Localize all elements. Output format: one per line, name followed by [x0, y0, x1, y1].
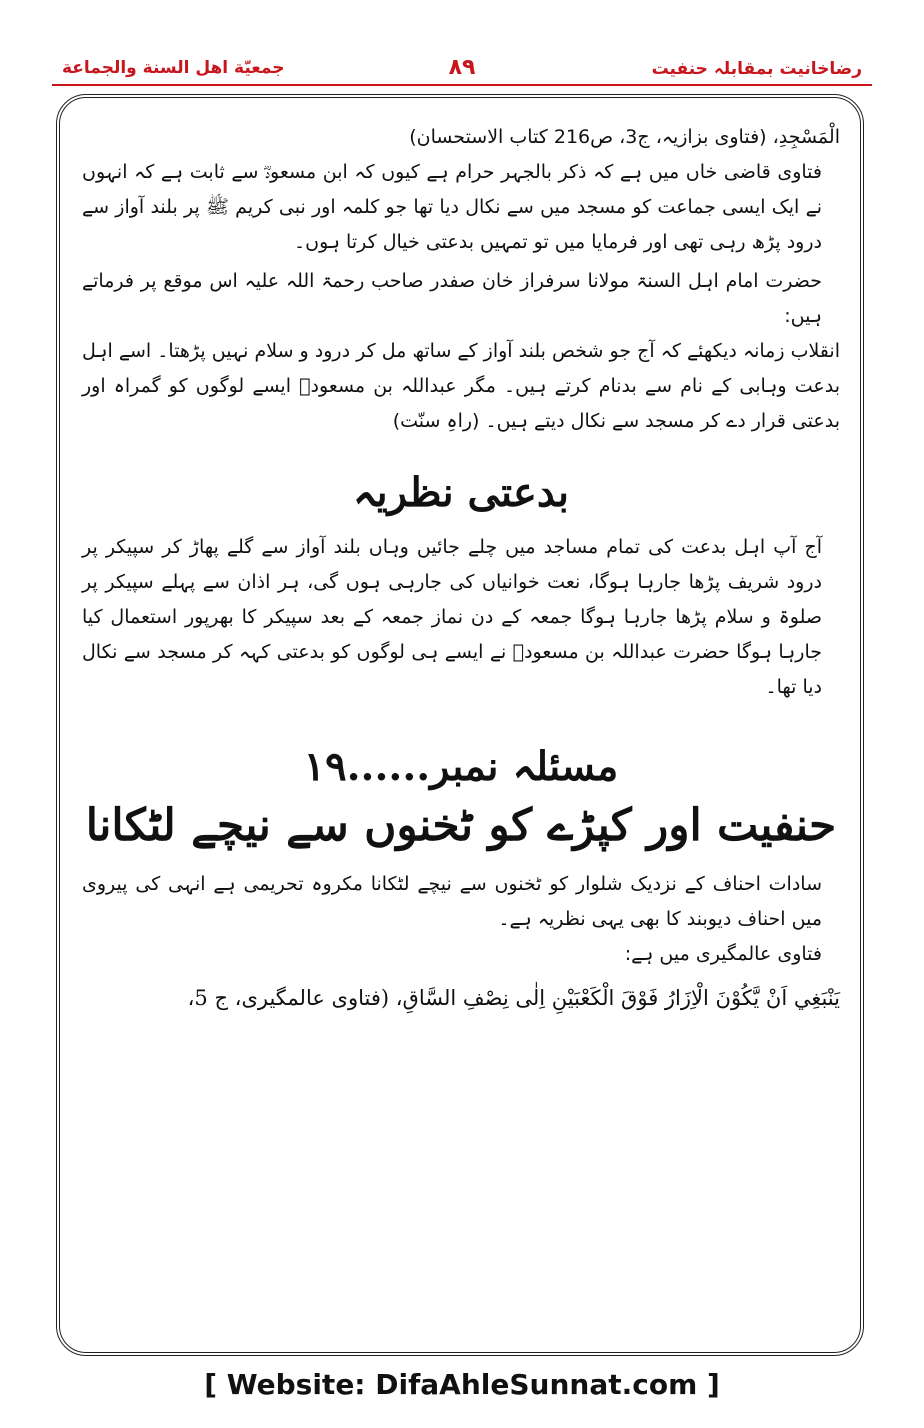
- arabic-quote: يَنْبَغِي اَنْ يَّكُوْنَ الْاِزَارُ فَوْقَ الْكَعْبَيْنِ اِلٰى نِصْفِ السَّاقِ، (فتاوی عالمگیری، ج 5،: [187, 986, 840, 1010]
- reference-line: الْمَسْجِدِ، (فتاوی بزازیہ، ج3، ص216 کتاب الاستحسان): [409, 126, 840, 148]
- section-heading-bidati-nazariya: بدعتی نظریہ: [353, 469, 569, 516]
- page-number: ٨٩: [448, 55, 476, 80]
- header-org-name: جمعيّة اهل السنة والجماعة: [62, 58, 285, 78]
- paragraph-intro-quote: حضرت امام اہل السنۃ مولانا سرفراز خان صفدر صاحب رحمۃ اللہ علیہ اس موقع پر فرماتے ہیں:: [82, 270, 822, 327]
- masala-number-heading: مسئلہ نمبر......١٩: [303, 743, 619, 790]
- paragraph-qazi-khan: فتاوی قاضی خاں میں ہے کہ ذکر بالجہر حرام ہے کیوں کہ ابن مسعودؓ سے ثابت ہے کہ انہوں نے ایک ایسی جماعت کو مسجد میں سے نکال دیا تھا جو کلمہ اور نبی کریم ﷺ پر بلند آواز سے درود پڑھ رہی تھی اور فرمایا میں تو تمہیں بدعتی خیال کرتا ہوں۔: [82, 161, 822, 253]
- website-footer: [ Website: DifaAhleSunnat.com ]: [204, 1368, 720, 1401]
- page-content: [82, 120, 840, 1018]
- paragraph-rah-e-sunnat: انقلاب زمانہ دیکھئے کہ آج جو شخص بلند آواز کے ساتھ مل کر درود و سلام نہیں پڑھتا۔ اسے اہل بدعت وہابی کے نام سے بدنام کرتے ہیں۔ مگر عبداللہ بن مسعودؓ ایسے لوگوں کو گمراہ اور بدعتی قرار دے کر مسجد سے نکال دیتے ہیں۔ (راہِ سنّت): [82, 340, 840, 432]
- header-book-title: رضاخانیت بمقابلہ حنفیت: [651, 59, 862, 79]
- masala-title-heading: حنفیت اور کپڑے کو ٹخنوں سے نیچے لٹکانا: [85, 800, 837, 851]
- header-rule: [52, 84, 872, 86]
- paragraph-ahnaf-view: سادات احناف کے نزدیک شلوار کو ٹخنوں سے نیچے لٹکانا مکروہ تحریمی ہے انہی کی پیروی میں احناف دیوبند کا بھی یہی نظریہ ہے۔: [82, 873, 822, 930]
- paragraph-alamgiri-intro: فتاوی عالمگیری میں ہے:: [624, 943, 822, 965]
- paragraph-bidati-practice: آج آپ اہل بدعت کی تمام مساجد میں چلے جائیں وہاں بلند آواز سے گلے پھاڑ کر سپیکر پر درود شریف پڑھا جارہا ہوگا، نعت خوانیاں کی جارہی ہوں گی، ہر اذان سے پہلے سپیکر پر صلوۃ و سلام پڑھا جارہا ہوگا جمعہ کے دن نماز جمعہ کے بعد سپیکر کا بھرپور استعمال کیا جارہا ہوگا حضرت عبداللہ بن مسعودؓ نے ایسے ہی لوگوں کو بدعتی کہہ کر مسجد سے نکال دیا تھا۔: [82, 536, 822, 698]
